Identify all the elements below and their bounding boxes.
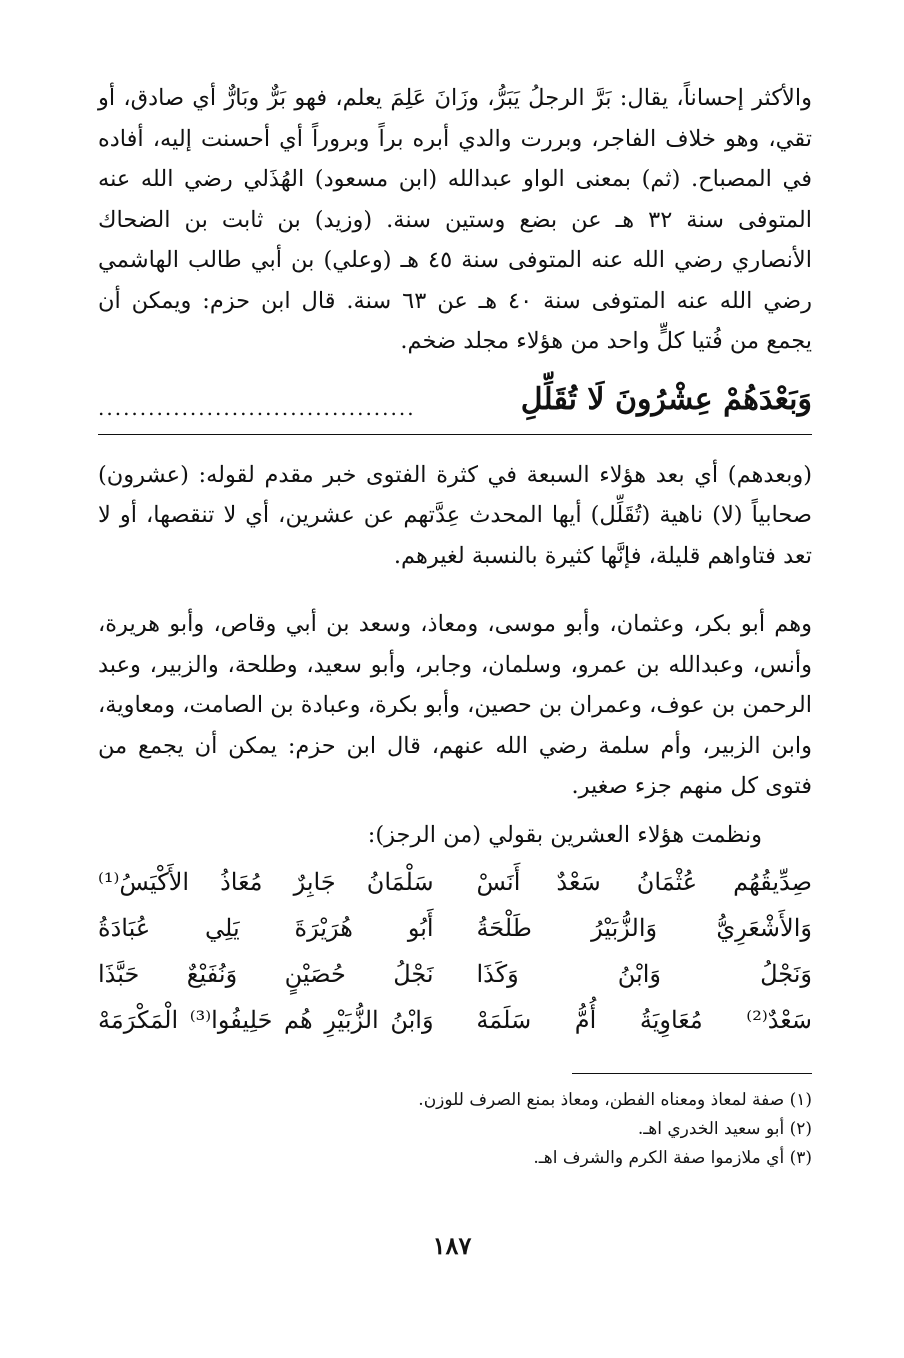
poem-word: وَالأَشْعَرِيُّ: [716, 913, 812, 942]
commentary-paragraph-1: والأكثر إحساناً، يقال: بَرَّ الرجلُ يَبَرُّ، وزَانَ عَلِمَ يعلم، فهو بَرٌّ وبَارٌّ أي صادق، أو تقي، وهو خلاف الفاجر، وبررت والدي أبره براً وبروراً أي أحسنت إليه، أفاده في المصباح. (ثم) بمعنى الواو عبدالله (ابن مسعود) الهُذَلي رضي الله عنه المتوفى سنة ٣٢ هـ عن بضع وستين سنة. (وزيد) بن ثابت بن الضحاك الأنصاري رضي الله عنه المتوفى سنة ٤٥ هـ (وعلي) بن أبي طالب الهاشمي رضي الله عنه المتوفى سنة ٤٠ هـ عن ٦٣ سنة. قال ابن حزم: ويمكن أن يجمع من فُتيا كلٍّ واحد من هؤلاء مجلد ضخم.: [98, 85, 813, 354]
poem-hemistich-first: [476, 868, 812, 896]
poem: [98, 859, 812, 1043]
poem-word: يَلِي: [205, 913, 240, 942]
footnote-divider: [572, 1073, 812, 1074]
poem-hemistich-second: [98, 914, 434, 942]
poem-word: عُبَادَةُ: [98, 913, 151, 942]
poem-word: هُم: [284, 1005, 313, 1034]
poem-word: سَلْمَانُ: [366, 867, 434, 896]
poem-word: وَنَجْلُ: [760, 959, 812, 988]
poem-hemistich-second: [98, 960, 434, 988]
poem-word: صِدِّيقُهُم: [733, 867, 812, 896]
poem-word: هُرَيْرَةَ: [294, 913, 353, 942]
footnote-1: (١) صفة لمعاذ ومعناه الفطن، ومعاذ بمنع الصرف للوزن.: [418, 1089, 812, 1110]
poem-row: [98, 859, 812, 905]
poem-hemistich-second: [98, 1006, 434, 1034]
poem-hemistich-first: [476, 960, 812, 988]
poem-word: حَبَّذَا: [98, 959, 140, 988]
poem-hemistich-first: [476, 1006, 812, 1034]
poem-hemistich-first: [476, 914, 812, 942]
footnote-2: (٢) أبو سعيد الخدري اهـ.: [637, 1118, 812, 1139]
poem-word: وَنُفَيْعٌ: [186, 959, 238, 988]
poem-word: سَعْدٌ⁽²⁾: [746, 1005, 812, 1034]
poem-word: سَلَمَهْ: [476, 1005, 532, 1034]
commentary-paragraph-3: وهم أبو بكر، وعثمان، وأبو موسى، ومعاذ، وسعد بن أبي وقاص، وأبو هريرة، وأنس، وعبدالله بن عمرو، وسلمان، وجابر، وأبو سعيد، وطلحة، والزبير، وعبد الرحمن بن عوف، وعمران بن حصين، وأبو بكرة، وعبادة بن الصامت، ومعاوية، وابن الزبير، وأم سلمة رضي الله عنهم، قال ابن حزم: يمكن أن يجمع من فتوى كل منهم جزء صغير.: [98, 611, 812, 799]
poem-word: عُثْمَانُ: [636, 867, 698, 896]
poem-hemistich-second: [98, 868, 434, 896]
poem-row: [98, 997, 812, 1043]
poem-word: حُصَيْنٍ: [284, 959, 346, 988]
poem-word: وَابْنُ: [390, 1005, 434, 1034]
poem-row: [98, 905, 812, 951]
verse-heading: وَبَعْدَهُمْ عِشْرُونَ لَا تُقَلِّلِ: [520, 381, 812, 417]
verse-dots: ......................................: [98, 395, 416, 420]
footnote-3: (٣) أي ملازموا صفة الكرم والشرف اهـ.: [533, 1147, 812, 1168]
poem-word: أَبُو: [407, 913, 434, 942]
verse-heading-block: [98, 374, 812, 435]
footnotes: [98, 1086, 812, 1173]
poem-word: طَلْحَةُ: [476, 913, 532, 942]
poem-word: الأَكْيَسُ⁽¹⁾: [98, 867, 190, 896]
poem-word: نَجْلُ: [393, 959, 434, 988]
poem-word: مُعَاوِيَةُ: [639, 1005, 703, 1034]
poem-word: الْمَكْرَمَهْ: [98, 1005, 179, 1034]
poem-intro: ونظمت هؤلاء العشرين بقولي (من الرجز):: [367, 821, 762, 848]
poem-word: جَابِرٌ: [293, 867, 336, 896]
page-number: ١٨٧: [432, 1231, 472, 1260]
commentary-paragraph-2: (وبعدهم) أي بعد هؤلاء السبعة في كثرة الفتوى خبر مقدم لقوله: (عشرون) صحابياً (لا) ناهية (تُقَلِّل) أيها المحدث عِدَّتهم عن عشرين، أي لا تنقصها، أو لا تعد فتاواهم قليلة، فإنَّها كثيرة بالنسبة لغيرهم.: [98, 461, 812, 569]
poem-word: الزُّبَيْرِ: [324, 1005, 379, 1034]
poem-word: سَعْدٌ: [556, 867, 601, 896]
poem-row: [98, 951, 812, 997]
poem-word: أَنَسْ: [476, 867, 521, 896]
poem-word: مُعَاذُ: [220, 867, 263, 896]
poem-word: وَكَذَا: [476, 959, 519, 988]
poem-word: وَابْنُ: [617, 959, 661, 988]
poem-word: أُمُّ: [574, 1005, 597, 1034]
poem-word: وَالزُّبَيْرُ: [591, 913, 658, 942]
book-page: [98, 78, 812, 1318]
poem-word: حَلِيفُوا⁽³⁾: [189, 1005, 273, 1034]
